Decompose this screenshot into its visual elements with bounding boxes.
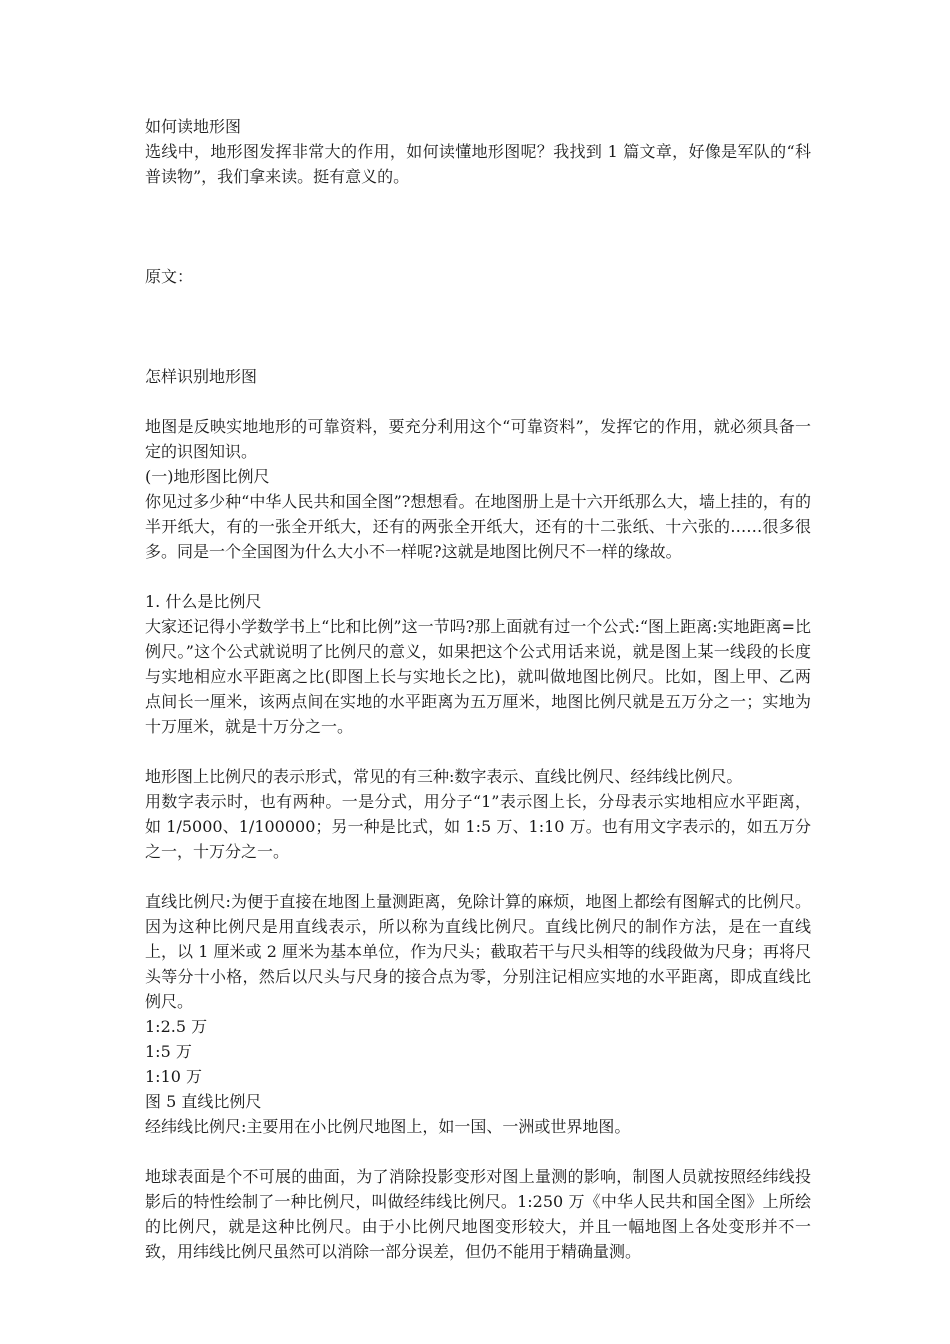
paragraph-3: 大家还记得小学数学书上“比和比例”这一节吗?那上面就有过一个公式:“图上距离:实地距离=比例尺。”这个公式就说明了比例尺的意义，如果把这个公式用话来说，就是图上某一线段的长度与实地相应水平距离之比(即图上长与实地长之比)，就叫做地图比例尺。比如，图上甲、乙两点间长一厘米，该两点间在实地的水平距离为五万厘米，地图比例尺就是五万分之一；实地为十万厘米，就是十万分之一。 — [145, 617, 811, 736]
subsection-heading-what-is-scale: 1. 什么是比例尺 — [145, 592, 262, 611]
intro-paragraph: 选线中，地形图发挥非常大的作用，如何读懂地形图呢？我找到 1 篇文章，好像是军队的“科普读物”，我们拿来读。挺有意义的。 — [145, 142, 811, 186]
paragraph-4: 地形图上比例尺的表示形式，常见的有三种:数字表示、直线比例尺、经纬线比例尺。 — [145, 767, 743, 786]
paragraph-7: 经纬线比例尺:主要用在小比例尺地图上，如一国、一洲或世界地图。 — [145, 1117, 631, 1136]
scale-item: 1:2.5 万 — [145, 1017, 208, 1036]
paragraph-6: 直线比例尺:为便于直接在地图上量测距离，免除计算的麻烦，地图上都绘有图解式的比例尺。因为这种比例尺是用直线表示，所以称为直线比例尺。直线比例尺的制作方法，是在一直线上，以 1 厘米或 2 厘米为基本单位，作为尺头；截取若干与尺头相等的线段做为尺身；再将尺头等分十小格，然后以尺头与尺身的接合点为零，分别注记相应实地的水平距离，即成直线比例尺。 — [145, 892, 811, 1011]
document-title: 如何读地形图 — [145, 117, 242, 136]
scale-item: 1:5 万 — [145, 1042, 192, 1061]
paragraph-5: 用数字表示时，也有两种。一是分式，用分子“1”表示图上长，分母表示实地相应水平距离，如 1/5000、1/100000；另一种是比式，如 1:5 万、1:10 万。也有用文字表示的，如五万分之一，十万分之一。 — [145, 792, 811, 861]
paragraph-1: 地图是反映实地地形的可靠资料，要充分利用这个“可靠资料”，发挥它的作用，就必须具备一定的识图知识。 — [145, 417, 811, 461]
paragraph-2: 你见过多少种“中华人民共和国全图”?想想看。在地图册上是十六开纸那么大，墙上挂的，有的半开纸大，有的一张全开纸大，还有的两张全开纸大，还有的十二张纸、十六张的……很多很多。同是一个全国图为什么大小不一样呢?这就是地图比例尺不一样的缘故。 — [145, 492, 811, 561]
scale-item: 1:10 万 — [145, 1067, 203, 1086]
document-page — [145, 114, 811, 1264]
source-label: 原文： — [145, 267, 194, 286]
paragraph-8: 地球表面是个不可展的曲面，为了消除投影变形对图上量测的影响，制图人员就按照经纬线投影后的特性绘制了一种比例尺，叫做经纬线比例尺。1:250 万《中华人民共和国全图》上所绘的比例尺，就是这种比例尺。由于小比例尺地图变形较大，并且一幅地图上各处变形并不一致，用纬线比例尺虽然可以消除一部分误差，但仍不能用于精确量测。 — [145, 1167, 811, 1261]
section-heading-scale: (一)地形图比例尺 — [145, 467, 270, 486]
article-title: 怎样识别地形图 — [145, 367, 258, 386]
figure-caption: 图 5 直线比例尺 — [145, 1092, 262, 1111]
